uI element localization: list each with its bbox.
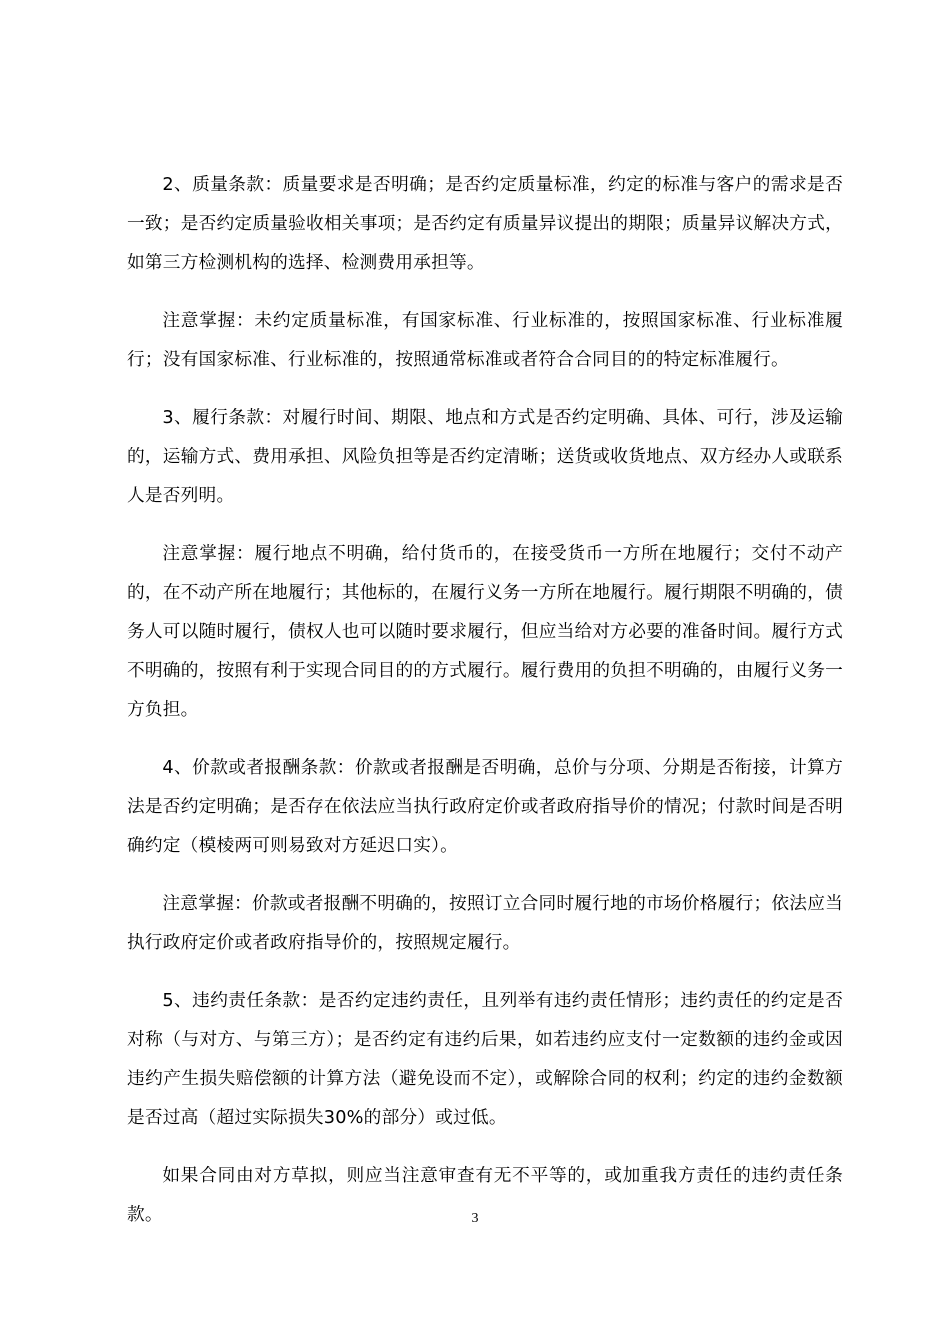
paragraph-liability-clause: 5、违约责任条款：是否约定违约责任，且列举有违约责任情形；违约责任的约定是否对称（与对方、与第三方）；是否约定有违约后果，如若违约应支付一定数额的违约金或因违约产生损失赔偿额的计算方法（避免设而不定），或解除合同的权利；约定的违约金数额是否过高（超过实际损失30%的部分）或过低。	[127, 991, 843, 1128]
paragraph-performance-note: 注意掌握：履行地点不明确，给付货币的，在接受货币一方所在地履行；交付不动产的，在不动产所在地履行；其他标的，在履行义务一方所在地履行。履行期限不明确的，债务人可以随时履行，债权人也可以随时要求履行，但应当给对方必要的准备时间。履行方式不明确的，按照有利于实现合同目的的方式履行。履行费用的负担不明确的，由履行义务一方负担。	[127, 544, 843, 720]
paragraph-drafting-note: 如果合同由对方草拟，则应当注意审查有无不平等的，或加重我方责任的违约责任条款。	[127, 1166, 843, 1225]
paragraph-performance-clause: 3、履行条款：对履行时间、期限、地点和方式是否约定明确、具体、可行，涉及运输的，运输方式、费用承担、风险负担等是否约定清晰；送货或收货地点、双方经办人或联系人是否列明。	[127, 408, 843, 506]
paragraph-quality-clause: 2、质量条款：质量要求是否明确；是否约定质量标准，约定的标准与客户的需求是否一致；是否约定质量验收相关事项；是否约定有质量异议提出的期限；质量异议解决方式，如第三方检测机构的选择、检测费用承担等。	[127, 175, 843, 273]
page-number: 3	[471, 1211, 479, 1226]
paragraph-quality-note: 注意掌握：未约定质量标准，有国家标准、行业标准的，按照国家标准、行业标准履行；没有国家标准、行业标准的，按照通常标准或者符合合同目的的特定标准履行。	[127, 311, 843, 370]
document-body	[127, 166, 843, 1254]
paragraph-price-note: 注意掌握：价款或者报酬不明确的，按照订立合同时履行地的市场价格履行；依法应当执行政府定价或者政府指导价的，按照规定履行。	[127, 894, 843, 953]
paragraph-price-clause: 4、价款或者报酬条款：价款或者报酬是否明确，总价与分项、分期是否衔接，计算方法是否约定明确；是否存在依法应当执行政府定价或者政府指导价的情况；付款时间是否明确约定（模棱两可则易致对方延迟口实）。	[127, 758, 843, 856]
